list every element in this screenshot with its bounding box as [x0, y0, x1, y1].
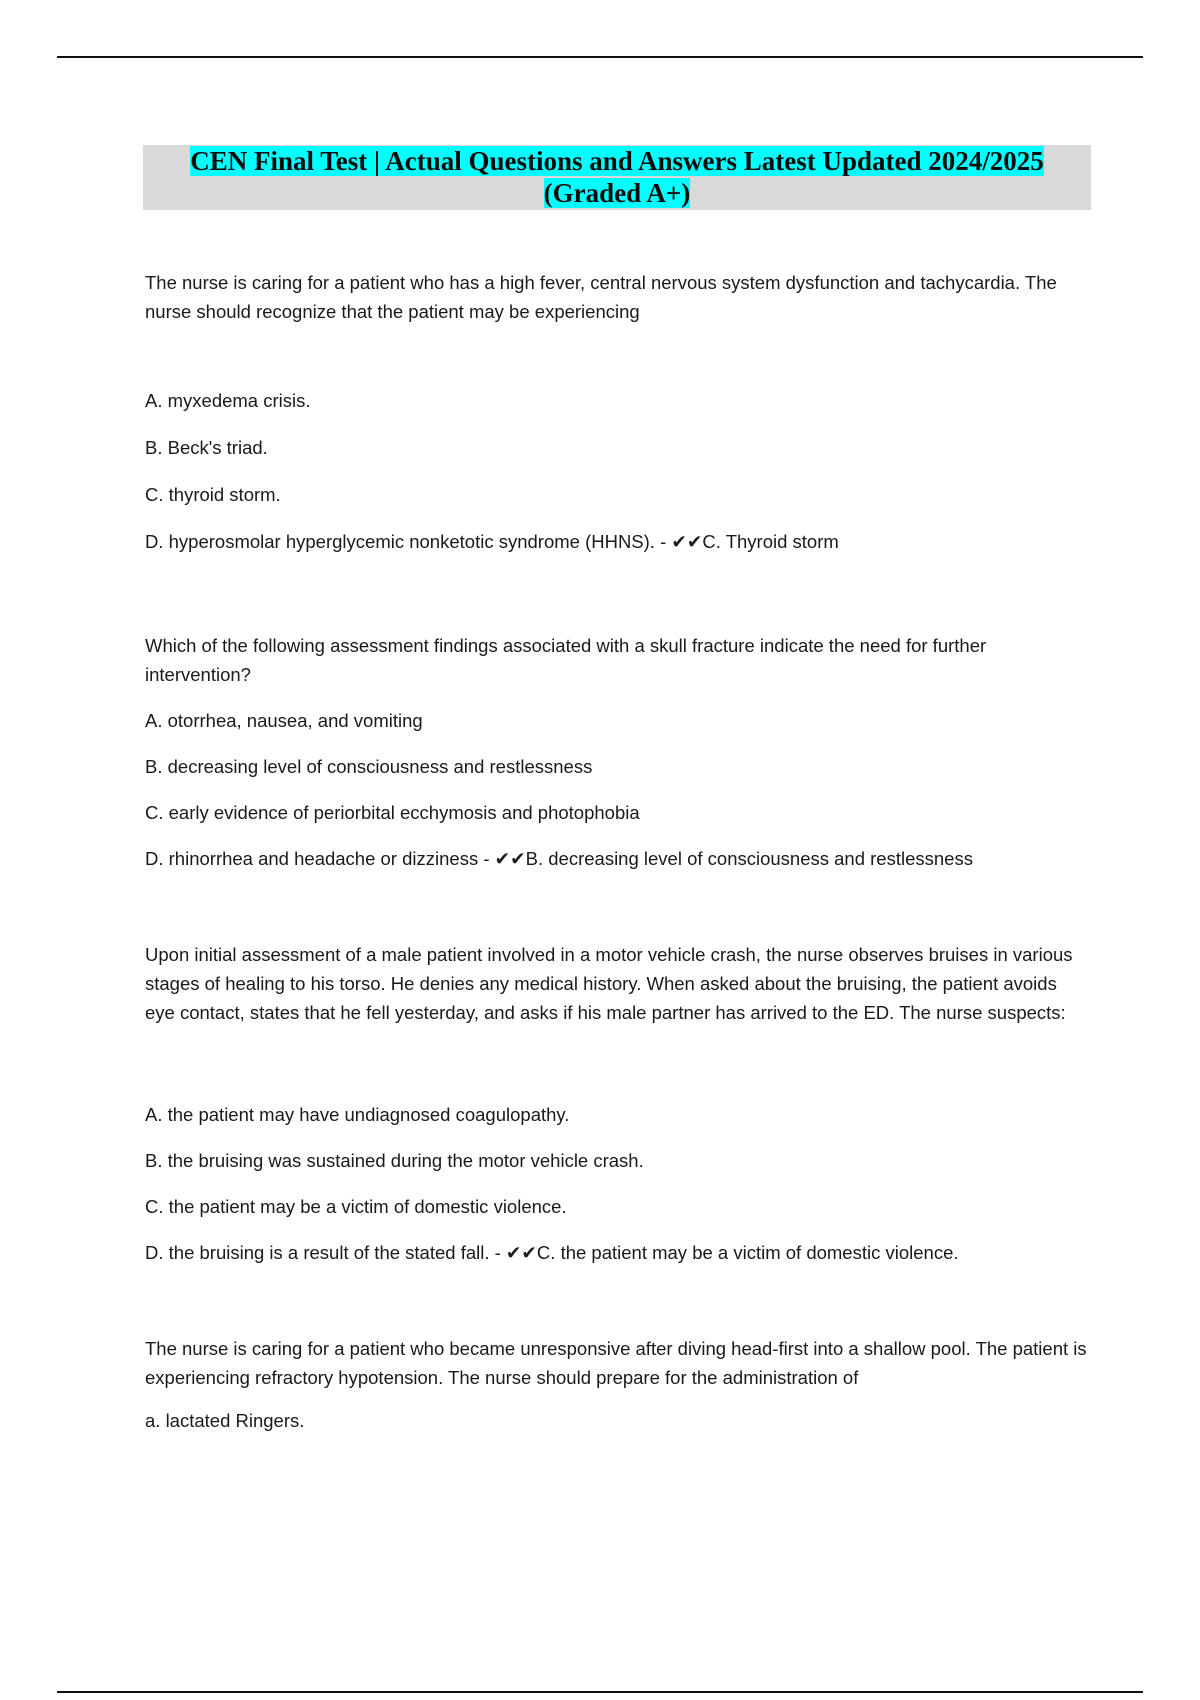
answer-options — [145, 706, 1090, 890]
title-line-1: CEN Final Test | Actual Questions and Answers Latest Updated 2024/2025 — [190, 146, 1044, 176]
answer-option-a: A. the patient may have undiagnosed coagulopathy. — [145, 1104, 570, 1125]
document-title — [143, 145, 1091, 210]
answer-option-d-with-answer: D. hyperosmolar hyperglycemic nonketotic syndrome (HHNS). - ✔✔C. Thyroid storm — [145, 531, 839, 552]
answer-option-b: B. Beck's triad. — [145, 437, 268, 458]
title-line-2: (Graded A+) — [543, 178, 691, 208]
answer-option-c: C. thyroid storm. — [145, 484, 281, 505]
top-divider — [57, 56, 1143, 58]
question-block-1 — [145, 268, 1090, 574]
answer-options — [145, 386, 1090, 574]
answer-options — [145, 1100, 1090, 1284]
question-list — [145, 268, 1090, 1435]
answer-option-b: B. decreasing level of consciousness and restlessness — [145, 756, 593, 777]
question-prompt: The nurse is caring for a patient who has a high fever, central nervous system dysfunction and tachycardia. The nurse should recognize that the patient may be experiencing — [145, 272, 1057, 322]
answer-option-d-with-answer: D. the bruising is a result of the stated fall. - ✔✔C. the patient may be a victim of domestic violence. — [145, 1242, 959, 1263]
question-prompt: Which of the following assessment findings associated with a skull fracture indicate the need for further intervention? — [145, 635, 987, 685]
question-prompt: Upon initial assessment of a male patient involved in a motor vehicle crash, the nurse observes bruises in various stages of healing to his torso. He denies any medical history. When asked about the bruising, the patient avoids eye contact, states that he fell yesterday, and asks if his male partner has arrived to the ED. The nurse suspects: — [145, 944, 1073, 1023]
answer-option-a: a. lactated Ringers. — [145, 1410, 305, 1431]
bottom-divider — [57, 1691, 1143, 1693]
answer-option-a: A. myxedema crisis. — [145, 390, 311, 411]
question-block-4 — [145, 1334, 1090, 1435]
question-block-2 — [145, 631, 1090, 890]
answer-option-b: B. the bruising was sustained during the motor vehicle crash. — [145, 1150, 644, 1171]
question-prompt: The nurse is caring for a patient who became unresponsive after diving head-first into a shallow pool. The patient is experiencing refractory hypotension. The nurse should prepare for the administration of — [145, 1338, 1087, 1388]
answer-options — [145, 1406, 1090, 1435]
answer-option-d-with-answer: D. rhinorrhea and headache or dizziness - ✔✔B. decreasing level of consciousness and restlessness — [145, 848, 973, 869]
answer-option-c: C. the patient may be a victim of domestic violence. — [145, 1196, 567, 1217]
question-block-3 — [145, 940, 1090, 1284]
answer-option-c: C. early evidence of periorbital ecchymosis and photophobia — [145, 802, 640, 823]
answer-option-a: A. otorrhea, nausea, and vomiting — [145, 710, 423, 731]
